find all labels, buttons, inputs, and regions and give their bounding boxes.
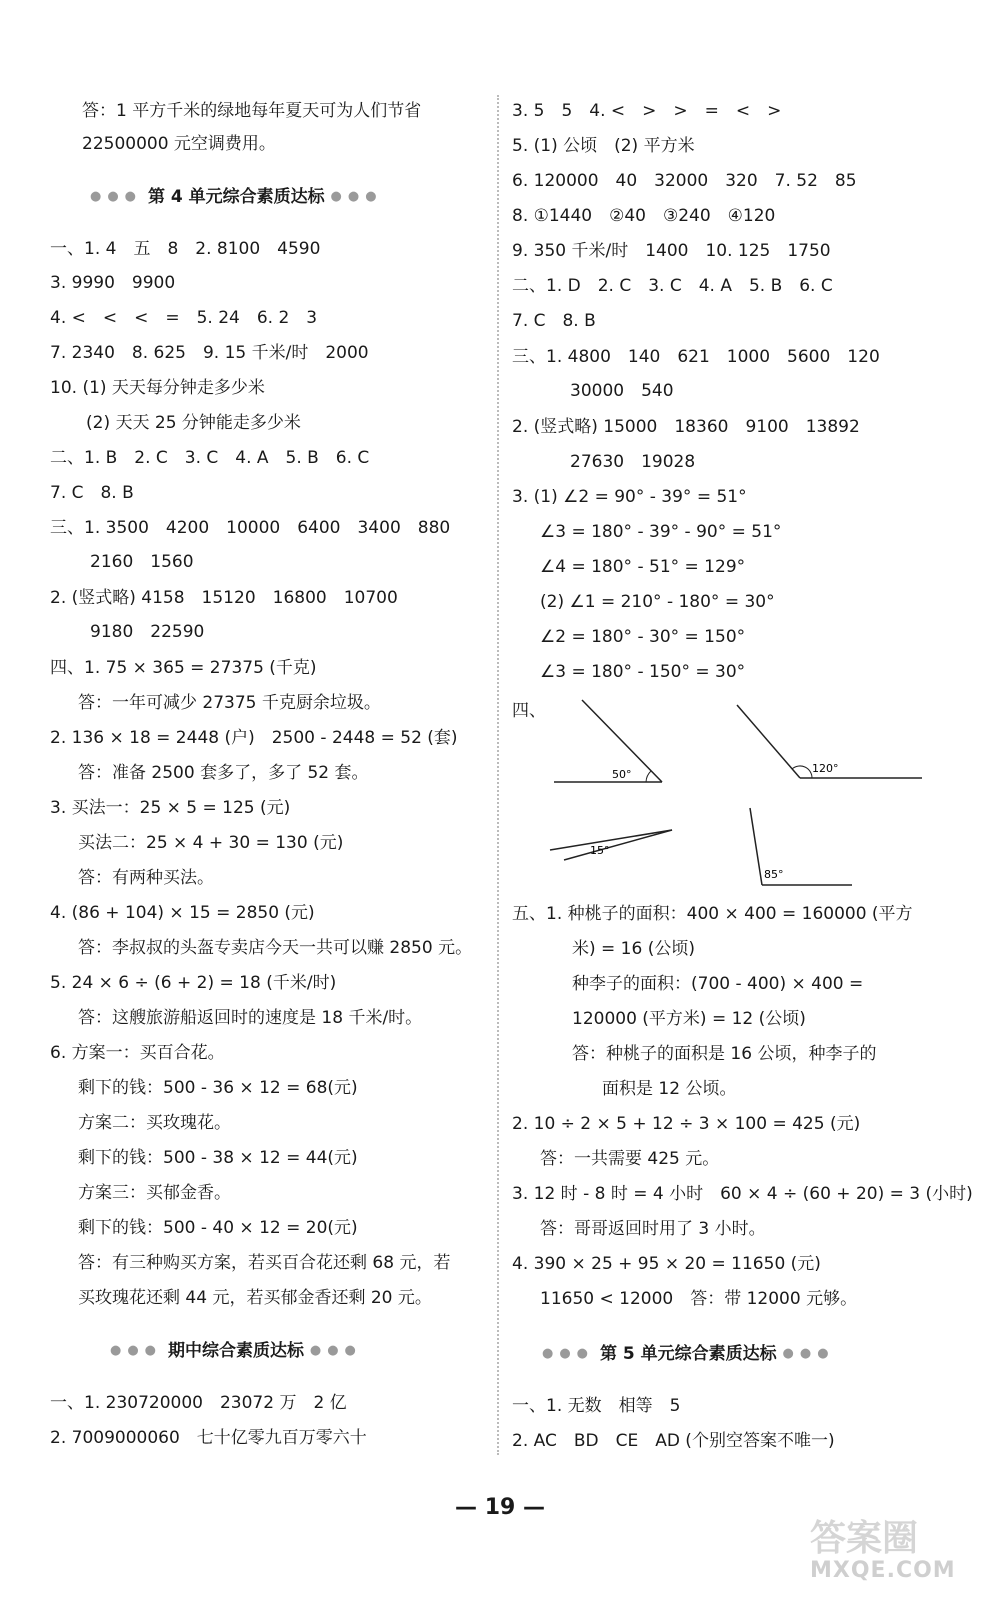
answer-line: 5. (1) 公顷 (2) 平方米 bbox=[512, 136, 695, 156]
answer-line: 买玫瑰花还剩 44 元，若买郁金香还剩 20 元。 bbox=[78, 1288, 432, 1308]
answer-line: 答：1 平方千米的绿地每年夏天可为人们节省 bbox=[82, 101, 422, 121]
answer-line: 三、1. 4800 140 621 1000 5600 120 bbox=[512, 347, 880, 367]
answer-line: 2. (竖式略) 4158 15120 16800 10700 bbox=[50, 588, 398, 608]
heading-dots-left: ●●● bbox=[110, 1343, 163, 1358]
angle-85-figure bbox=[750, 808, 852, 885]
answer-line: 9. 350 千米/时 1400 10. 125 1750 bbox=[512, 241, 831, 261]
answer-line: 7. 2340 8. 625 9. 15 千米/时 2000 bbox=[50, 343, 369, 363]
answer-line: 22500000 元空调费用。 bbox=[82, 134, 276, 154]
heading-dots-right: ●●● bbox=[330, 189, 383, 204]
answer-line: 30000 540 bbox=[570, 381, 674, 401]
angle-label-50: 50° bbox=[612, 768, 632, 781]
answer-line: ∠2 = 180° - 30° = 150° bbox=[540, 627, 746, 647]
answer-line: 3. 9990 9900 bbox=[50, 273, 176, 293]
answer-line: ∠3 = 180° - 39° - 90° = 51° bbox=[540, 522, 782, 542]
answer-line: 答：这艘旅游船返回时的速度是 18 千米/时。 bbox=[78, 1008, 423, 1028]
section-heading-unit5 bbox=[542, 1343, 835, 1365]
answer-line: 种李子的面积：(700 - 400) × 400 = bbox=[572, 974, 864, 994]
answer-line: (2) ∠1 = 210° - 180° = 30° bbox=[540, 592, 775, 612]
answer-line: 2. 10 ÷ 2 × 5 + 12 ÷ 3 × 100 = 425 (元) bbox=[512, 1114, 861, 1134]
heading-dots-right: ●●● bbox=[309, 1343, 362, 1358]
answer-line: 四、1. 75 × 365 = 27375 (千克) bbox=[50, 658, 317, 678]
answer-line: 答：一年可减少 27375 千克厨余垃圾。 bbox=[78, 693, 381, 713]
answer-line: 剩下的钱：500 - 40 × 12 = 20(元) bbox=[78, 1218, 358, 1238]
angle-label-15: 15° bbox=[590, 844, 610, 857]
answer-line: 答：李叔叔的头盔专卖店今天一共可以赚 2850 元。 bbox=[78, 938, 473, 958]
page-number: — 19 — bbox=[455, 1495, 545, 1520]
angle-120-figure bbox=[737, 705, 922, 778]
answer-line: 二、1. B 2. C 3. C 4. A 5. B 6. C bbox=[50, 448, 370, 468]
angle-15-figure bbox=[550, 830, 672, 860]
section-heading-midterm bbox=[110, 1340, 362, 1362]
answer-line: 米) = 16 (公顷) bbox=[572, 939, 695, 959]
answer-line: 7. C 8. B bbox=[50, 483, 134, 503]
heading-dots-left: ●●● bbox=[90, 189, 143, 204]
answer-line: 四、 bbox=[512, 701, 546, 721]
watermark-url: MXQE.COM bbox=[810, 1558, 956, 1583]
angle-label-85: 85° bbox=[764, 868, 784, 881]
answer-line: ∠4 = 180° - 51° = 129° bbox=[540, 557, 746, 577]
answer-line: 9180 22590 bbox=[90, 622, 205, 642]
answer-line: 2. AC BD CE AD (个别空答案不唯一) bbox=[512, 1431, 835, 1451]
site-watermark bbox=[810, 1510, 985, 1592]
answer-line: 二、1. D 2. C 3. C 4. A 5. B 6. C bbox=[512, 276, 833, 296]
heading-dots-right: ●●● bbox=[782, 1346, 835, 1361]
answer-line: 答：准备 2500 套多了，多了 52 套。 bbox=[78, 763, 369, 783]
answer-line: 方案三：买郁金香。 bbox=[78, 1183, 231, 1203]
answer-line: 11650 < 12000 答：带 12000 元够。 bbox=[540, 1289, 858, 1309]
angle-label-120: 120° bbox=[812, 762, 839, 775]
answer-line: 120000 (平方米) = 12 (公顷) bbox=[572, 1009, 806, 1029]
answer-line: 答：有三种购买方案，若买百合花还剩 68 元，若 bbox=[78, 1253, 451, 1273]
answer-line: 27630 19028 bbox=[570, 452, 696, 472]
answer-line: 3. 买法一：25 × 5 = 125 (元) bbox=[50, 798, 291, 818]
answer-line: 面积是 12 公顷。 bbox=[602, 1079, 737, 1099]
section-heading-unit4 bbox=[90, 186, 383, 208]
answer-line: (2) 天天 25 分钟能走多少米 bbox=[86, 413, 301, 433]
answer-line: 答：一共需要 425 元。 bbox=[540, 1149, 720, 1169]
column-divider bbox=[497, 95, 499, 1455]
angle-50-figure bbox=[554, 700, 662, 782]
answer-line: 一、1. 4 五 8 2. 8100 4590 bbox=[50, 239, 321, 259]
answer-line: 三、1. 3500 4200 10000 6400 3400 880 bbox=[50, 518, 451, 538]
answer-line: 买法二：25 × 4 + 30 = 130 (元) bbox=[78, 833, 344, 853]
answer-line: 2. 136 × 18 = 2448 (户) 2500 - 2448 = 52 (套) bbox=[50, 728, 458, 748]
answer-line: 3. 12 时 - 8 时 = 4 小时 60 × 4 ÷ (60 + 20) = 3 (小时) bbox=[512, 1184, 973, 1204]
answer-line: 2160 1560 bbox=[90, 552, 194, 572]
answer-line: 2. (竖式略) 15000 18360 9100 13892 bbox=[512, 417, 860, 437]
answer-line: 方案二：买玫瑰花。 bbox=[78, 1113, 231, 1133]
angle-drawings bbox=[542, 690, 962, 890]
section-heading-text: 期中综合素质达标 bbox=[167, 1341, 304, 1361]
answer-line: 7. C 8. B bbox=[512, 311, 596, 331]
answer-line: 五、1. 种桃子的面积：400 × 400 = 160000 (平方 bbox=[512, 904, 913, 924]
answer-line: ∠3 = 180° - 150° = 30° bbox=[540, 662, 746, 682]
answer-line: 4. 390 × 25 + 95 × 20 = 11650 (元) bbox=[512, 1254, 821, 1274]
answer-line: 6. 120000 40 32000 320 7. 52 85 bbox=[512, 171, 857, 191]
answer-line: 答：种桃子的面积是 16 公顷，种李子的 bbox=[572, 1044, 877, 1064]
answer-line: 2. 7009000060 七十亿零九百万零六十 bbox=[50, 1428, 367, 1448]
section-heading-text: 第 5 单元综合素质达标 bbox=[599, 1344, 777, 1364]
answer-line: 剩下的钱：500 - 38 × 12 = 44(元) bbox=[78, 1148, 358, 1168]
answer-line: 5. 24 × 6 ÷ (6 + 2) = 18 (千米/时) bbox=[50, 973, 337, 993]
answer-line: 8. ①1440 ②40 ③240 ④120 bbox=[512, 206, 776, 226]
answer-line: 4. (86 + 104) × 15 = 2850 (元) bbox=[50, 903, 315, 923]
answer-line: 10. (1) 天天每分钟走多少米 bbox=[50, 378, 265, 398]
heading-dots-left: ●●● bbox=[542, 1346, 595, 1361]
answer-line: 3. 5 5 4. < > > = < > bbox=[512, 101, 782, 121]
answer-line: 3. (1) ∠2 = 90° - 39° = 51° bbox=[512, 487, 747, 507]
answer-line: 一、1. 无数 相等 5 bbox=[512, 1396, 681, 1416]
answer-line: 答：哥哥返回时用了 3 小时。 bbox=[540, 1219, 766, 1239]
section-heading-text: 第 4 单元综合素质达标 bbox=[147, 187, 325, 207]
answer-line: 剩下的钱：500 - 36 × 12 = 68(元) bbox=[78, 1078, 358, 1098]
watermark-title: 答案圈 bbox=[810, 1518, 919, 1559]
answer-line: 4. < < < = 5. 24 6. 2 3 bbox=[50, 308, 318, 328]
answer-line: 6. 方案一：买百合花。 bbox=[50, 1043, 225, 1063]
answer-line: 一、1. 230720000 23072 万 2 亿 bbox=[50, 1393, 347, 1413]
answer-line: 答：有两种买法。 bbox=[78, 868, 214, 888]
